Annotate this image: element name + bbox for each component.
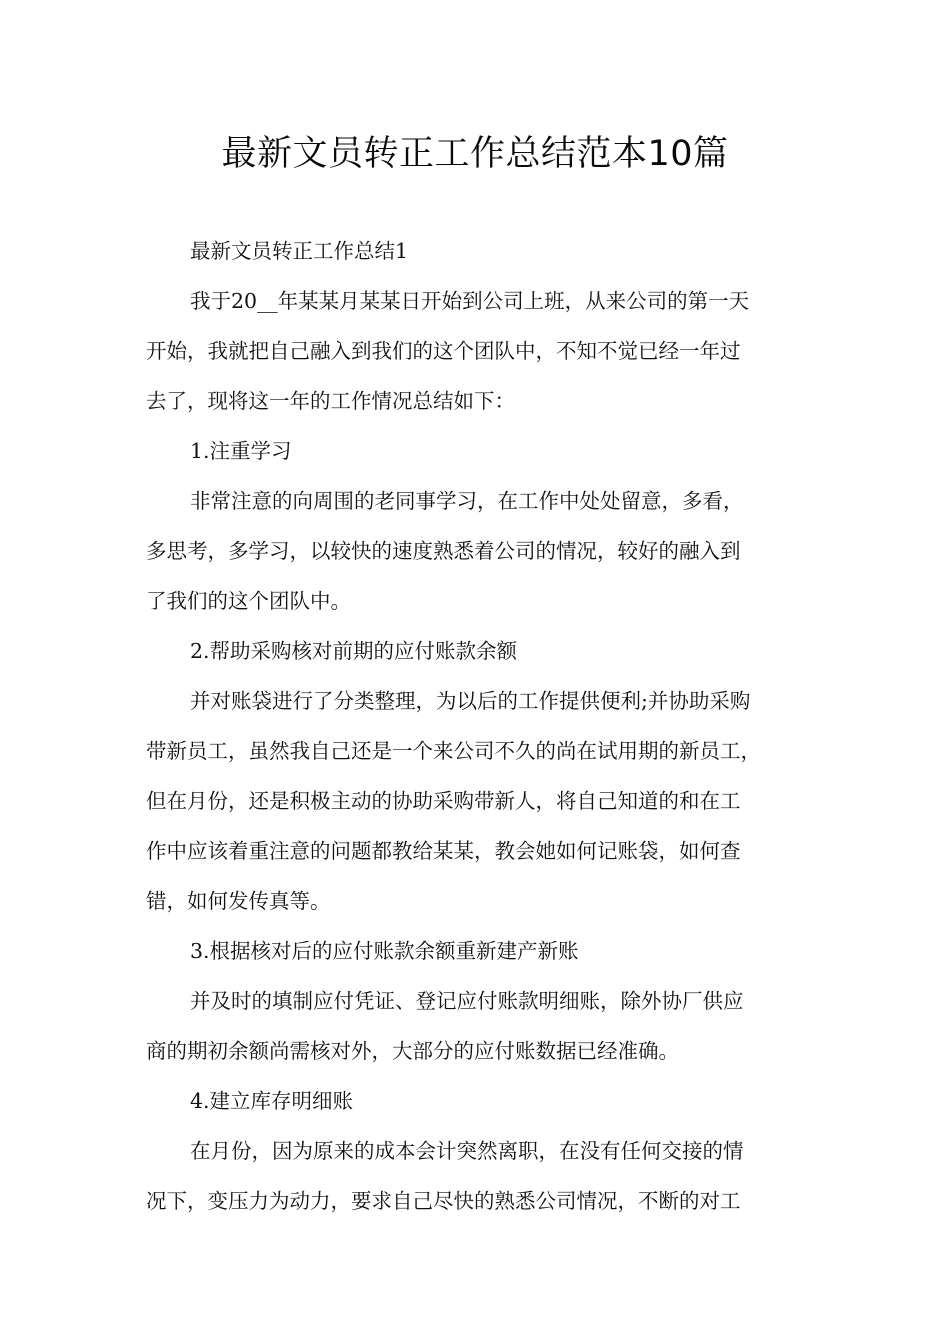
paragraph-line: 我于20__年某某月某某日开始到公司上班，从来公司的第一天 [190, 289, 750, 313]
paragraph-line: 带新员工，虽然我自己还是一个来公司不久的尚在试用期的新员工， [146, 739, 761, 763]
paragraph-line: 并及时的填制应付凭证、登记应付账款明细账，除外协厂供应 [190, 989, 744, 1013]
document-title: 最新文员转正工作总结范本10篇 [221, 134, 729, 174]
paragraph-line: 非常注意的向周围的老同事学习，在工作中处处留意，多看， [190, 489, 744, 513]
paragraph-line: 开始，我就把自己融入到我们的这个团队中，不知不觉已经一年过 [146, 339, 741, 363]
paragraph-line: 作中应该着重注意的问题都教给某某，教会她如何记账袋，如何查 [146, 839, 741, 863]
paragraph-line: 去了，现将这一年的工作情况总结如下： [146, 389, 515, 413]
list-item-heading: 4.建立库存明细账 [190, 1089, 354, 1113]
list-item-heading: 1.注重学习 [190, 439, 292, 463]
paragraph-line: 况下，变压力为动力，要求自己尽快的熟悉公司情况，不断的对工 [146, 1189, 741, 1213]
paragraph-line: 在月份，因为原来的成本会计突然离职，在没有任何交接的情 [190, 1139, 744, 1163]
list-item-heading: 3.根据核对后的应付账款余额重新建产新账 [190, 939, 579, 963]
list-item-heading: 2.帮助采购核对前期的应付账款余额 [190, 639, 518, 663]
paragraph-line: 但在月份，还是积极主动的协助采购带新人，将自己知道的和在工 [146, 789, 741, 813]
paragraph-line: 了我们的这个团队中。 [146, 589, 351, 613]
document-body [146, 226, 822, 1226]
paragraph-line: 并对账袋进行了分类整理，为以后的工作提供便利;并协助采购 [190, 689, 751, 713]
paragraph-line: 多思考，多学习，以较快的速度熟悉着公司的情况，较好的融入到 [146, 539, 741, 563]
section-heading: 最新文员转正工作总结1 [190, 239, 409, 263]
paragraph-line: 错，如何发传真等。 [146, 889, 331, 913]
paragraph-line: 商的期初余额尚需核对外，大部分的应付账数据已经准确。 [146, 1039, 679, 1063]
